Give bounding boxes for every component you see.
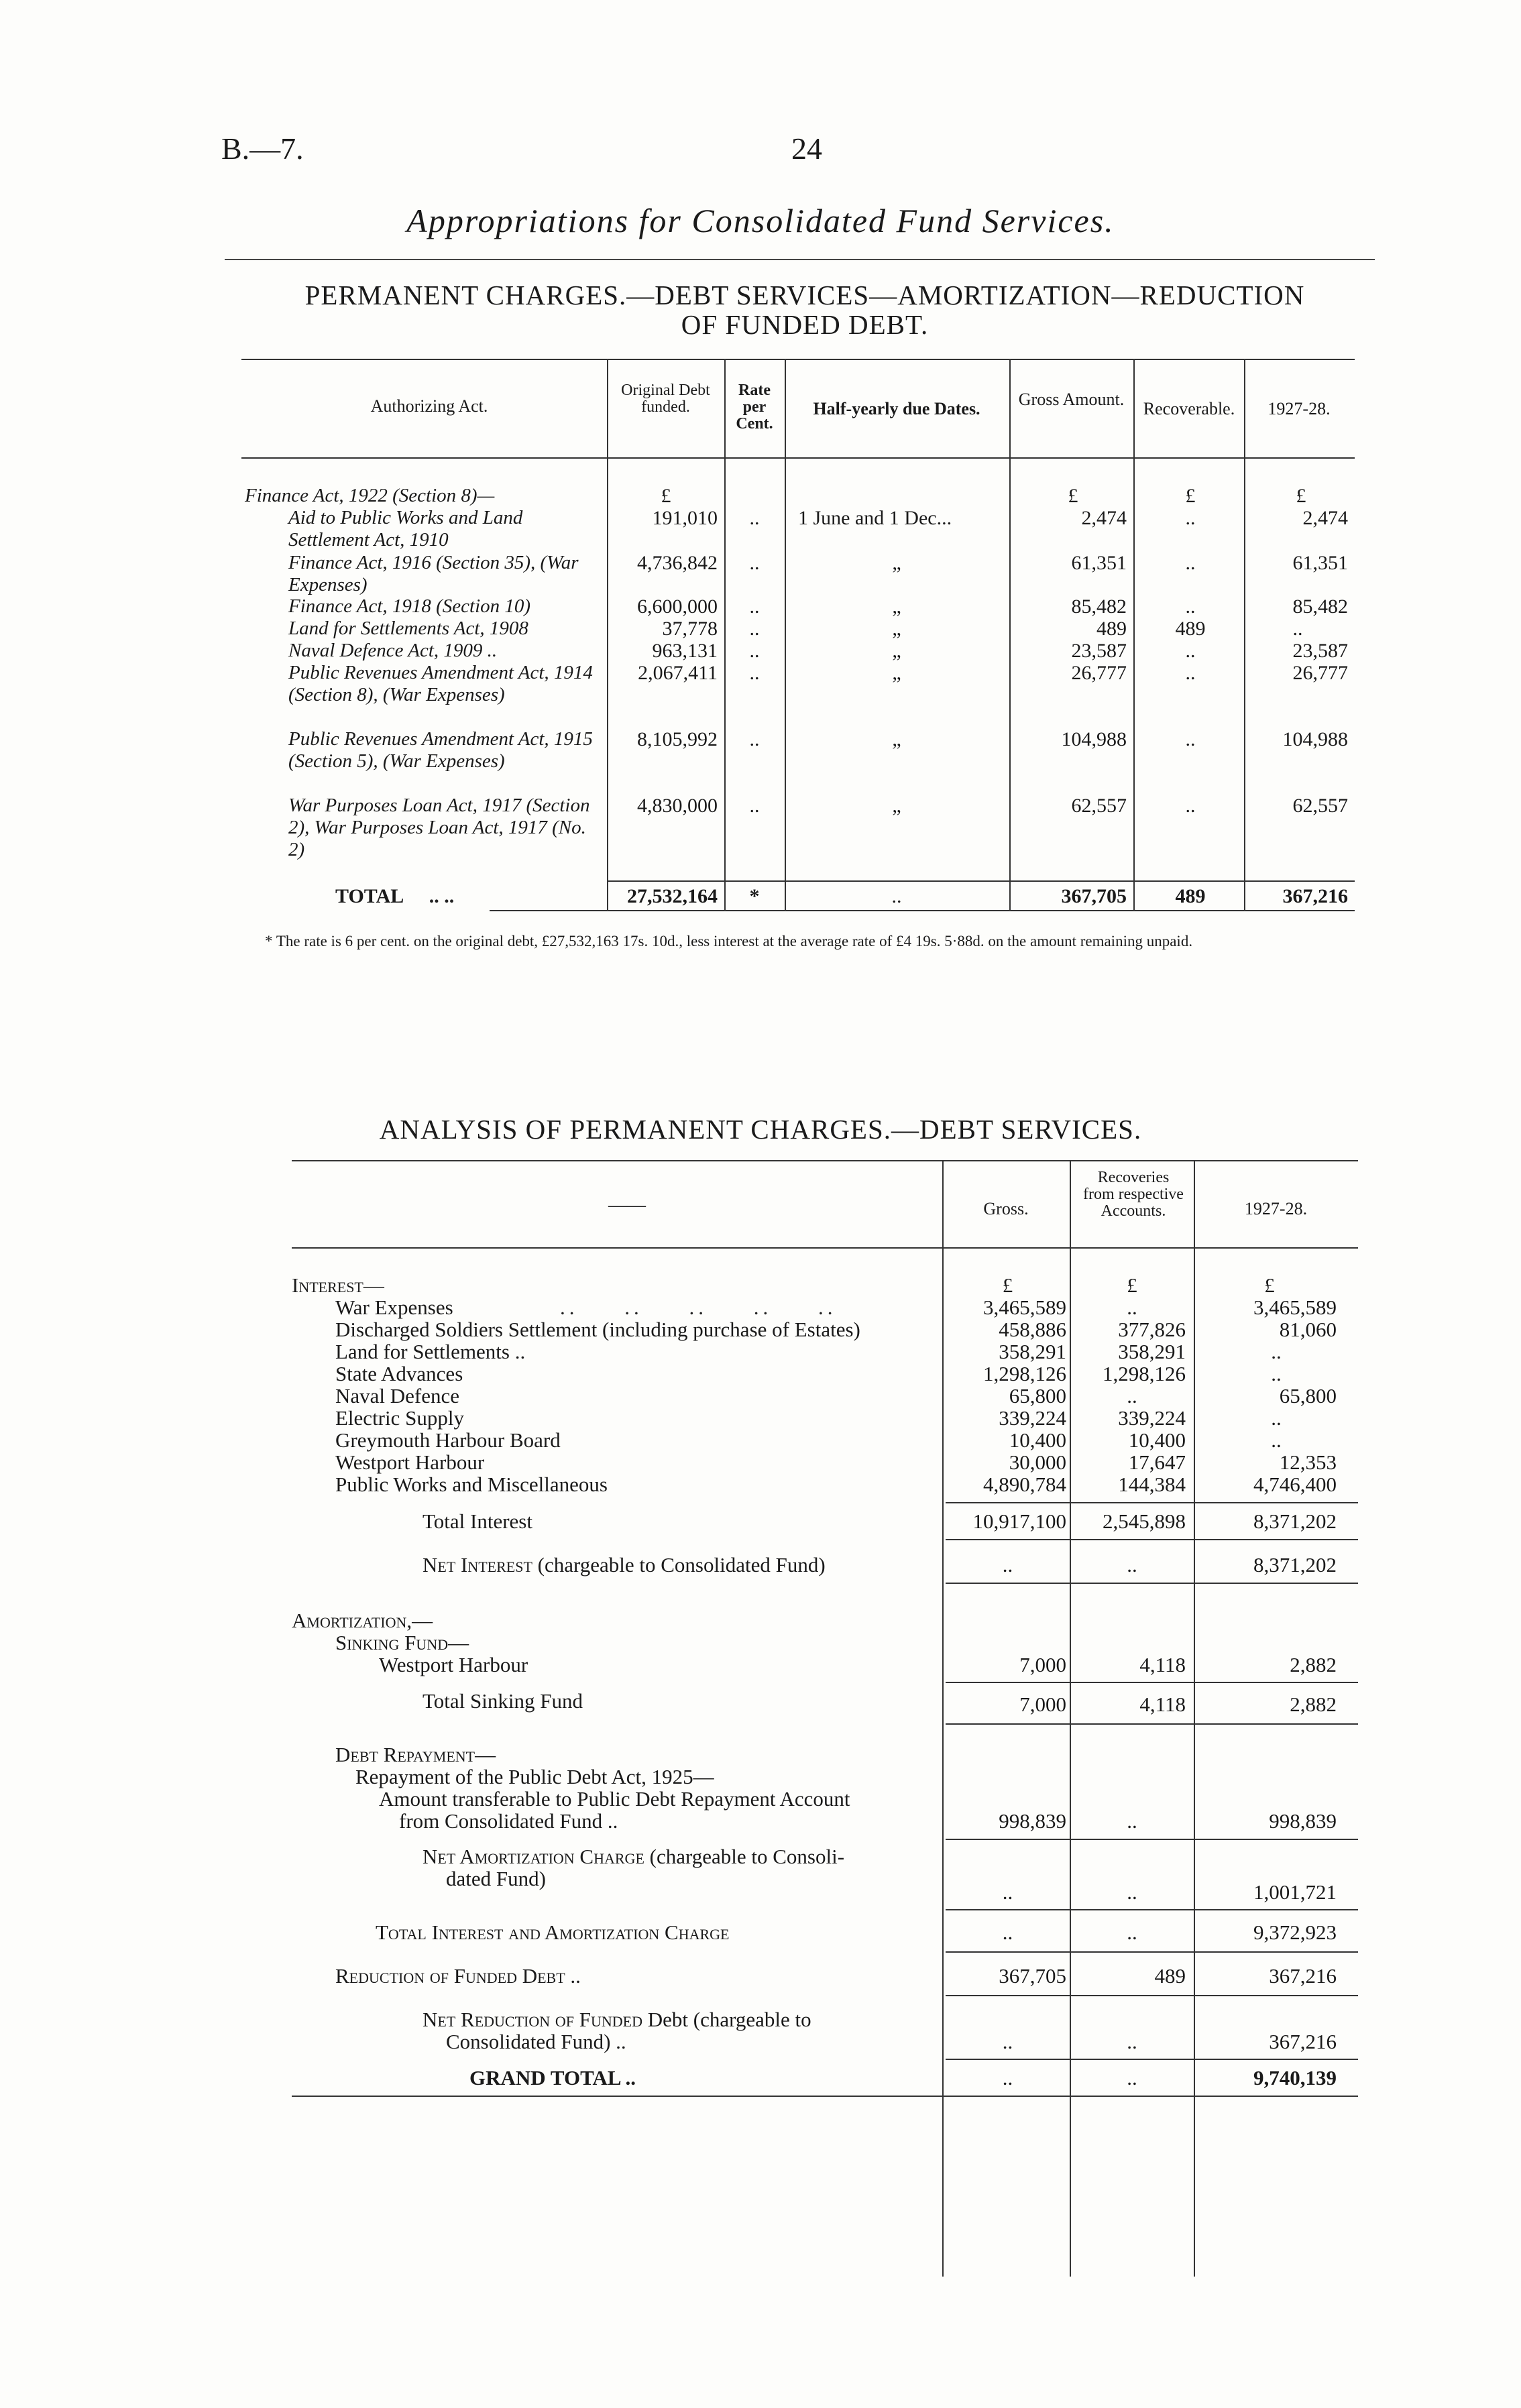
interest-label: Westport Harbour <box>335 1450 485 1474</box>
section1-title-line2: OF FUNDED DEBT. <box>681 309 929 340</box>
net-reduction-recoveries: .. <box>1127 2030 1137 2053</box>
year-amount: 2,474 <box>1302 507 1348 529</box>
col-header-rate: Rate per Cent. <box>736 382 773 433</box>
interest-recoveries: 10,400 <box>1128 1428 1186 1452</box>
total-rule-bottom <box>490 910 1355 911</box>
reduction-year: 367,216 <box>1269 1964 1337 1988</box>
rate: .. <box>749 640 760 662</box>
currency-year: £ <box>1264 1273 1275 1297</box>
total-original: 27,532,164 <box>627 885 718 907</box>
recoverable: .. <box>1185 507 1196 529</box>
interest-recoveries: 358,291 <box>1118 1340 1186 1363</box>
grand-total-gross: .. <box>1002 2066 1013 2089</box>
net-reduction-year: 367,216 <box>1269 2030 1337 2053</box>
col-divider <box>1133 359 1135 910</box>
header-rule <box>225 259 1375 260</box>
total-interest-gross: 10,917,100 <box>972 1509 1066 1533</box>
rate: .. <box>749 595 760 618</box>
interest-year: .. <box>1271 1362 1282 1385</box>
total-interest-amort-label: Total Interest and Amortization Charge <box>376 1920 730 1944</box>
total-year: 367,216 <box>1282 885 1348 907</box>
analysis-table <box>292 1160 1358 1965</box>
sinking-fund-heading: Sinking Fund— <box>335 1631 469 1654</box>
net-amortization-label: Net Amortization Charge (chargeable to Consoli- <box>422 1845 845 1868</box>
westport-year: 2,882 <box>1290 1653 1337 1676</box>
dot-leader: .. .. .. .. .. <box>560 1296 837 1318</box>
total-rule-top <box>607 880 1355 882</box>
subtotal-rule <box>946 1539 1358 1540</box>
table-bottom-rule <box>292 2096 1358 2097</box>
year-amount: 104,988 <box>1282 728 1348 750</box>
due-dates: „ <box>892 595 901 618</box>
gross-amount: 23,587 <box>1071 640 1127 662</box>
interest-label: Land for Settlements .. <box>335 1340 526 1363</box>
repayment-year: 998,839 <box>1269 1809 1337 1833</box>
interest-recoveries: 339,224 <box>1118 1406 1186 1430</box>
grand-total-year: 9,740,139 <box>1253 2066 1337 2089</box>
net-amortization-gross: .. <box>1002 1880 1013 1904</box>
permanent-charges-table <box>241 359 1355 922</box>
interest-gross: 358,291 <box>999 1340 1066 1363</box>
total-sinking-recoveries: 4,118 <box>1139 1693 1186 1716</box>
due-dates: „ <box>892 795 901 817</box>
year-amount: 61,351 <box>1292 552 1348 574</box>
net-amortization-recoveries: .. <box>1127 1880 1137 1904</box>
total-rate: * <box>749 885 760 907</box>
col-header-recoverable: Recoverable. <box>1143 399 1235 418</box>
footnote: * The rate is 6 per cent. on the original debt, £27,532,163 17s. 10d., less interest at the average rate of £4 19s. 5·88d. on the amount remaining unpaid. <box>265 933 1193 950</box>
analysis-table-continued <box>292 1868 1358 2297</box>
subtotal-rule <box>946 1995 1358 1996</box>
interest-gross: 458,886 <box>999 1318 1066 1341</box>
page-number: 24 <box>791 131 822 166</box>
interest-year: .. <box>1271 1340 1282 1363</box>
interest-recoveries: .. <box>1127 1384 1137 1408</box>
net-reduction-label: Net Reduction of Funded Debt (chargeable to <box>422 2008 811 2031</box>
gross-amount: 62,557 <box>1071 795 1127 817</box>
gross-amount: 26,777 <box>1071 662 1127 684</box>
total-interest-year: 8,371,202 <box>1253 1509 1337 1533</box>
westport-label: Westport Harbour <box>379 1653 528 1676</box>
original-debt: 4,736,842 <box>637 552 718 574</box>
net-reduction-label-line2: Consolidated Fund) .. <box>446 2030 626 2053</box>
total-interest-amort-gross: .. <box>1002 1920 1013 1944</box>
subtotal-rule <box>946 1839 1358 1840</box>
reduction-label: Reduction of Funded Debt .. <box>335 1964 581 1988</box>
total-recoverable: 489 <box>1175 885 1206 907</box>
act-name: Finance Act, 1916 (Section 35), (War Expenses) <box>288 552 579 595</box>
rate: .. <box>749 728 760 750</box>
gross-amount: 489 <box>1096 618 1127 640</box>
col-header-year: 1927-28. <box>1268 399 1331 418</box>
subtotal-rule <box>946 1682 1358 1683</box>
gross-amount: 85,482 <box>1071 595 1127 618</box>
page-title: Appropriations for Consolidated Fund Services. <box>406 202 1115 239</box>
original-debt: 963,131 <box>652 640 718 662</box>
interest-recoveries: .. <box>1127 1296 1137 1319</box>
interest-gross: 30,000 <box>1009 1450 1066 1474</box>
interest-gross: 3,465,589 <box>983 1296 1066 1319</box>
total-sinking-year: 2,882 <box>1290 1693 1337 1716</box>
recoverable: .. <box>1185 595 1196 618</box>
table-header-rule <box>241 457 1355 459</box>
net-interest-label: Net Interest (chargeable to Consolidated Fund) <box>422 1553 826 1576</box>
total-label-dots: .. .. <box>429 885 455 907</box>
total-dates: .. <box>891 885 902 907</box>
due-dates: „ <box>892 618 901 640</box>
total-sinking-label: Total Sinking Fund <box>422 1689 583 1713</box>
total-interest-label: Total Interest <box>422 1509 532 1533</box>
table-top-rule <box>292 1160 1358 1161</box>
col-header-gross: Gross. <box>983 1199 1029 1218</box>
recoverable: .. <box>1185 662 1196 684</box>
interest-label: Greymouth Harbour Board <box>335 1428 561 1452</box>
interest-gross: 1,298,126 <box>983 1362 1066 1385</box>
rate: .. <box>749 552 760 574</box>
repayment-line1: Repayment of the Public Debt Act, 1925— <box>355 1765 714 1788</box>
interest-recoveries: 1,298,126 <box>1103 1362 1186 1385</box>
year-amount: 62,557 <box>1292 795 1348 817</box>
due-dates: 1 June and 1 Dec... <box>798 507 952 529</box>
recoverable: .. <box>1185 795 1196 817</box>
col-header-original: Original Debt funded. <box>621 382 710 416</box>
currency-recoveries: £ <box>1127 1273 1137 1297</box>
debt-repayment-heading: Debt Repayment— <box>335 1743 496 1766</box>
total-gross: 367,705 <box>1061 885 1127 907</box>
col-header-desc: —— <box>608 1195 646 1216</box>
col-divider <box>1194 1868 1195 2277</box>
gross-amount: 104,988 <box>1061 728 1127 750</box>
interest-year: 3,465,589 <box>1253 1296 1337 1319</box>
interest-year: 4,746,400 <box>1253 1473 1337 1496</box>
interest-heading: Interest— <box>292 1273 384 1297</box>
subtotal-rule <box>946 1583 1358 1584</box>
interest-year: 65,800 <box>1279 1384 1337 1408</box>
col-header-year: 1927-28. <box>1244 1199 1308 1218</box>
gross-amount: 2,474 <box>1081 507 1127 529</box>
net-interest-gross: .. <box>1002 1553 1013 1576</box>
due-dates: „ <box>892 640 901 662</box>
currency-recoverable: £ <box>1185 485 1196 507</box>
westport-gross: 7,000 <box>1019 1653 1066 1676</box>
currency-gross: £ <box>1002 1273 1013 1297</box>
subtotal-rule <box>946 1909 1358 1910</box>
year-amount: .. <box>1292 618 1303 640</box>
grand-total-recoveries: .. <box>1127 2066 1137 2089</box>
act-name: Public Revenues Amendment Act, 1915 (Section 5), (War Expenses) <box>288 728 593 772</box>
original-debt: 8,105,992 <box>637 728 718 750</box>
interest-year: 12,353 <box>1279 1450 1337 1474</box>
net-amortization-year: 1,001,721 <box>1253 1880 1337 1904</box>
amortization-heading: Amortization,— <box>292 1609 433 1632</box>
currency-gross: £ <box>1068 485 1078 507</box>
section1-title-line1: PERMANENT CHARGES.—DEBT SERVICES—AMORTIZATION—REDUCTION <box>304 280 1305 310</box>
subtotal-rule <box>946 1951 1358 1953</box>
due-dates: „ <box>892 662 901 684</box>
col-header-act: Authorizing Act. <box>370 396 488 416</box>
original-debt: 6,600,000 <box>637 595 718 618</box>
currency-original: £ <box>661 485 671 507</box>
rate: .. <box>749 618 760 640</box>
year-amount: 26,777 <box>1292 662 1348 684</box>
total-interest-amort-year: 9,372,923 <box>1253 1920 1337 1944</box>
rate: .. <box>749 507 760 529</box>
section2-title: ANALYSIS OF PERMANENT CHARGES.—DEBT SERVICES. <box>379 1114 1142 1145</box>
repayment-line2: Amount transferable to Public Debt Repayment Account <box>379 1787 850 1811</box>
gross-amount: 61,351 <box>1071 552 1127 574</box>
interest-gross: 10,400 <box>1009 1428 1066 1452</box>
net-interest-year: 8,371,202 <box>1253 1553 1337 1576</box>
col-divider <box>942 1160 944 1933</box>
total-interest-amort-recoveries: .. <box>1127 1920 1137 1944</box>
interest-year: .. <box>1271 1406 1282 1430</box>
grand-total-label: GRAND TOTAL .. <box>469 2066 636 2089</box>
net-reduction-gross: .. <box>1002 2030 1013 2053</box>
reduction-recoveries: 489 <box>1154 1964 1186 1988</box>
group-heading: Finance Act, 1922 (Section 8)— <box>245 485 495 506</box>
col-divider <box>1244 359 1245 910</box>
recoverable: 489 <box>1175 618 1206 640</box>
table-header-rule <box>292 1247 1358 1249</box>
table-top-rule <box>241 359 1355 360</box>
col-header-dates: Half-yearly due Dates. <box>813 399 980 418</box>
subtotal-rule <box>946 1723 1358 1725</box>
original-debt: 37,778 <box>662 618 718 640</box>
recoverable: .. <box>1185 552 1196 574</box>
reduction-gross: 367,705 <box>999 1964 1066 1988</box>
act-name: Public Revenues Amendment Act, 1914 (Section 8), (War Expenses) <box>288 662 593 705</box>
total-interest-recoveries: 2,545,898 <box>1103 1509 1186 1533</box>
col-header-gross: Gross Amount. <box>1018 390 1125 409</box>
original-debt: 4,830,000 <box>637 795 718 817</box>
rate: .. <box>749 795 760 817</box>
total-label: TOTAL .. .. <box>335 885 455 907</box>
year-amount: 85,482 <box>1292 595 1348 618</box>
document-ref: B.—7. <box>221 131 304 166</box>
interest-gross: 65,800 <box>1009 1384 1066 1408</box>
interest-recoveries: 17,647 <box>1128 1450 1186 1474</box>
act-name: War Purposes Loan Act, 1917 (Section 2), War Purposes Loan Act, 1917 (No. 2) <box>288 795 590 860</box>
col-header-recoveries: Recoveries from respective Accounts. <box>1083 1169 1184 1220</box>
col-divider <box>1070 1160 1071 1933</box>
interest-label: State Advances <box>335 1362 463 1385</box>
col-divider <box>607 359 608 910</box>
interest-recoveries: 377,826 <box>1118 1318 1186 1341</box>
col-divider <box>942 1868 944 2277</box>
interest-label: War Expenses <box>335 1296 453 1319</box>
col-divider <box>1009 359 1011 910</box>
total-sinking-gross: 7,000 <box>1019 1693 1066 1716</box>
recoverable: .. <box>1185 640 1196 662</box>
year-amount: 23,587 <box>1292 640 1348 662</box>
net-interest-recoveries: .. <box>1127 1553 1137 1576</box>
col-divider <box>1070 1868 1071 2277</box>
repayment-recoveries: .. <box>1127 1809 1137 1833</box>
act-name: Land for Settlements Act, 1908 <box>288 618 528 639</box>
rate: .. <box>749 662 760 684</box>
due-dates: „ <box>892 728 901 750</box>
original-debt: 2,067,411 <box>638 662 718 684</box>
interest-label: Public Works and Miscellaneous <box>335 1473 608 1496</box>
currency-year: £ <box>1296 485 1306 507</box>
section1-title <box>255 280 1355 339</box>
due-dates: „ <box>892 552 901 574</box>
interest-label: Electric Supply <box>335 1406 464 1430</box>
original-debt: 191,010 <box>652 507 718 529</box>
net-amortization-label-line2: dated Fund) <box>446 1867 546 1890</box>
repayment-line3: from Consolidated Fund .. <box>399 1809 618 1833</box>
interest-label: Discharged Soldiers Settlement (including purchase of Estates) <box>335 1318 860 1341</box>
interest-gross: 4,890,784 <box>983 1473 1066 1496</box>
interest-year: 81,060 <box>1279 1318 1337 1341</box>
subtotal-rule <box>946 1502 1358 1503</box>
interest-label: Naval Defence <box>335 1384 460 1408</box>
westport-recoveries: 4,118 <box>1139 1653 1186 1676</box>
interest-year: .. <box>1271 1428 1282 1452</box>
col-divider <box>1194 1160 1195 1933</box>
repayment-gross: 998,839 <box>999 1809 1066 1833</box>
act-name: Finance Act, 1918 (Section 10) <box>288 595 531 617</box>
act-name: Naval Defence Act, 1909 .. <box>288 640 498 661</box>
subtotal-rule <box>946 2059 1358 2060</box>
interest-recoveries: 144,384 <box>1118 1473 1186 1496</box>
recoverable: .. <box>1185 728 1196 750</box>
interest-gross: 339,224 <box>999 1406 1066 1430</box>
act-name: Aid to Public Works and Land Settlement Act, 1910 <box>288 507 523 551</box>
